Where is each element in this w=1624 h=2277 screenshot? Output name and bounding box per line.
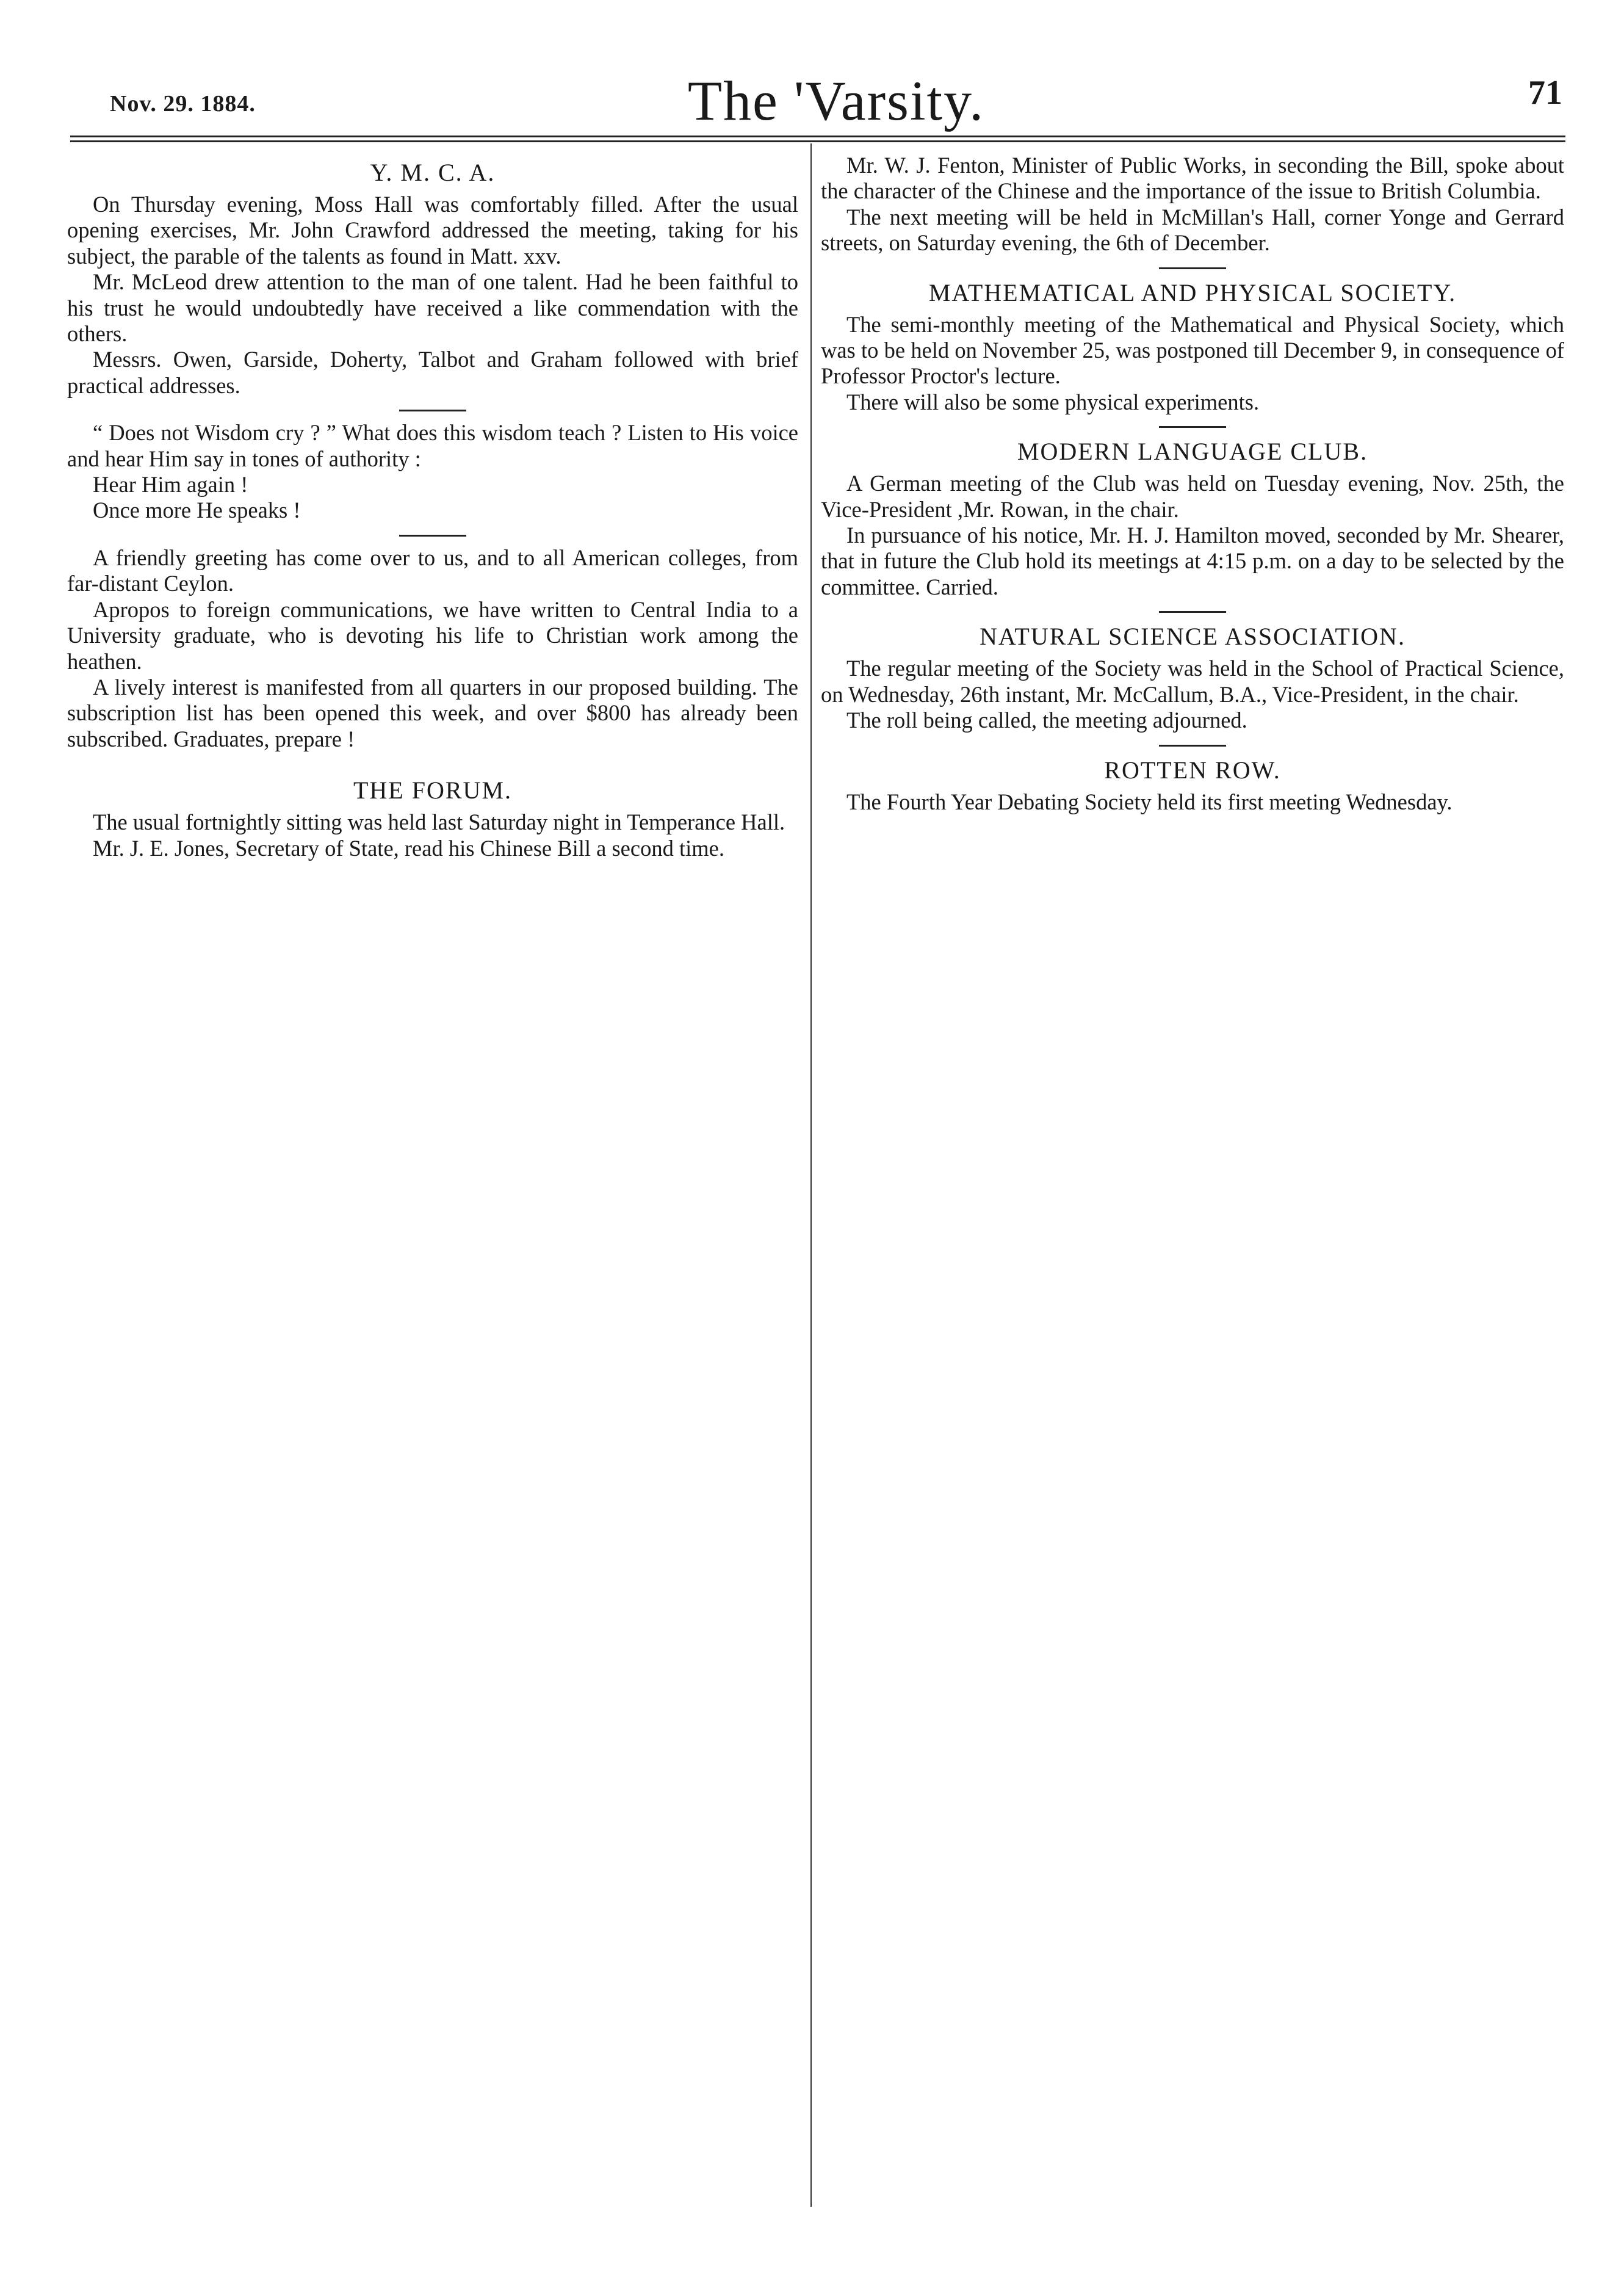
ceylon-paragraph-1: A friendly greeting has come over to us, and to all American colleges, from far-distant Ceylon. [67, 545, 798, 596]
page-number: 71 [1528, 74, 1562, 112]
wisdom-paragraph-3: Once more He speaks ! [93, 498, 301, 523]
separator-rule [1159, 745, 1226, 747]
masthead-rule [70, 136, 1565, 137]
mlc-paragraph-2: In pursuance of his notice, Mr. H. J. Hamilton moved, seconded by Mr. Shearer, that in future the Club hold its meetings at 4:15 p.m. on a day to be selected by the committee. Carried. [821, 523, 1564, 599]
section-heading-modern-language: MODERN LANGUAGE CLUB. [1017, 438, 1368, 466]
ceylon-paragraph-3: A lively interest is manifested from all quarters in our proposed building. The subscription list has been opened this week, and over $800 has already been subscribed. Graduates, prepare ! [67, 674, 798, 751]
ymca-paragraph-1: On Thursday evening, Moss Hall was comfortably filled. After the usual opening exercises, Mr. John Crawford addressed the meeting, taking for his subject, the parable of the talents as found in Matt. xxv. [67, 192, 798, 269]
separator-rule [1159, 267, 1226, 269]
math-paragraph-1: The semi-monthly meeting of the Mathematical and Physical Society, which was to be held on November 25, was postponed till December 9, in consequence of Professor Proctor's lecture. [821, 311, 1564, 389]
section-heading-math: MATHEMATICAL AND PHYSICAL SOCIETY. [928, 278, 1457, 306]
column-divider [810, 143, 812, 2207]
nsa-paragraph-2: The roll being called, the meeting adjourned. [846, 708, 1247, 733]
separator-rule [1159, 426, 1226, 428]
separator-rule [1159, 611, 1226, 613]
ymca-paragraph-3: Messrs. Owen, Garside, Doherty, Talbot and Graham followed with brief practical addresses. [67, 347, 798, 398]
nsa-paragraph-1: The regular meeting of the Society was held in the School of Practical Science, on Wednesday, 26th instant, Mr. McCallum, B.A., Vice-President, in the chair. [821, 656, 1564, 707]
left-column [67, 153, 798, 2240]
forum-cont-paragraph-1: Mr. W. J. Fenton, Minister of Public Works, in seconding the Bill, spoke about the character of the Chinese and the importance of the issue to British Columbia. [821, 153, 1564, 204]
rotten-row-paragraph-1: The Fourth Year Debating Society held its first meeting Wednesday. [846, 789, 1453, 814]
masthead [110, 67, 1562, 134]
forum-cont-paragraph-2: The next meeting will be held in McMillan's Hall, corner Yonge and Gerrard streets, on Saturday evening, the 6th of December. [821, 204, 1564, 256]
mlc-paragraph-1: A German meeting of the Club was held on Tuesday evening, Nov. 25th, the Vice-President ,Mr. Rowan, in the chair. [821, 471, 1564, 522]
issue-date: Nov. 29. 1884. [110, 91, 256, 117]
section-heading-rotten-row: ROTTEN ROW. [1104, 756, 1281, 784]
newspaper-title: The 'Varsity. [687, 70, 985, 132]
right-column [821, 153, 1564, 2240]
wisdom-paragraph-2: Hear Him again ! [93, 472, 248, 498]
wisdom-paragraph-1: “ Does not Wisdom cry ? ” What does this wisdom teach ? Listen to His voice and hear Him say in tones of authority : [67, 420, 798, 471]
separator-rule [399, 410, 466, 411]
section-heading-ymca: Y. M. C. A. [370, 159, 496, 186]
ceylon-paragraph-2: Apropos to foreign communications, we have written to Central India to a University graduate, who is devoting his life to Christian work among the heathen. [67, 596, 798, 674]
section-heading-natural-science: NATURAL SCIENCE ASSOCIATION. [980, 623, 1406, 651]
masthead-rule-thin [70, 140, 1565, 142]
forum-paragraph-1: The usual fortnightly sitting was held last Saturday night in Temperance Hall. [93, 809, 785, 835]
separator-rule [399, 535, 466, 537]
forum-paragraph-2: Mr. J. E. Jones, Secretary of State, read his Chinese Bill a second time. [93, 835, 724, 861]
math-paragraph-2: There will also be some physical experiments. [846, 389, 1260, 414]
ymca-paragraph-2: Mr. McLeod drew attention to the man of one talent. Had he been faithful to his trust he would undoubtedly have received a like commendation with the others. [67, 269, 798, 347]
section-heading-forum: THE FORUM. [353, 776, 513, 805]
